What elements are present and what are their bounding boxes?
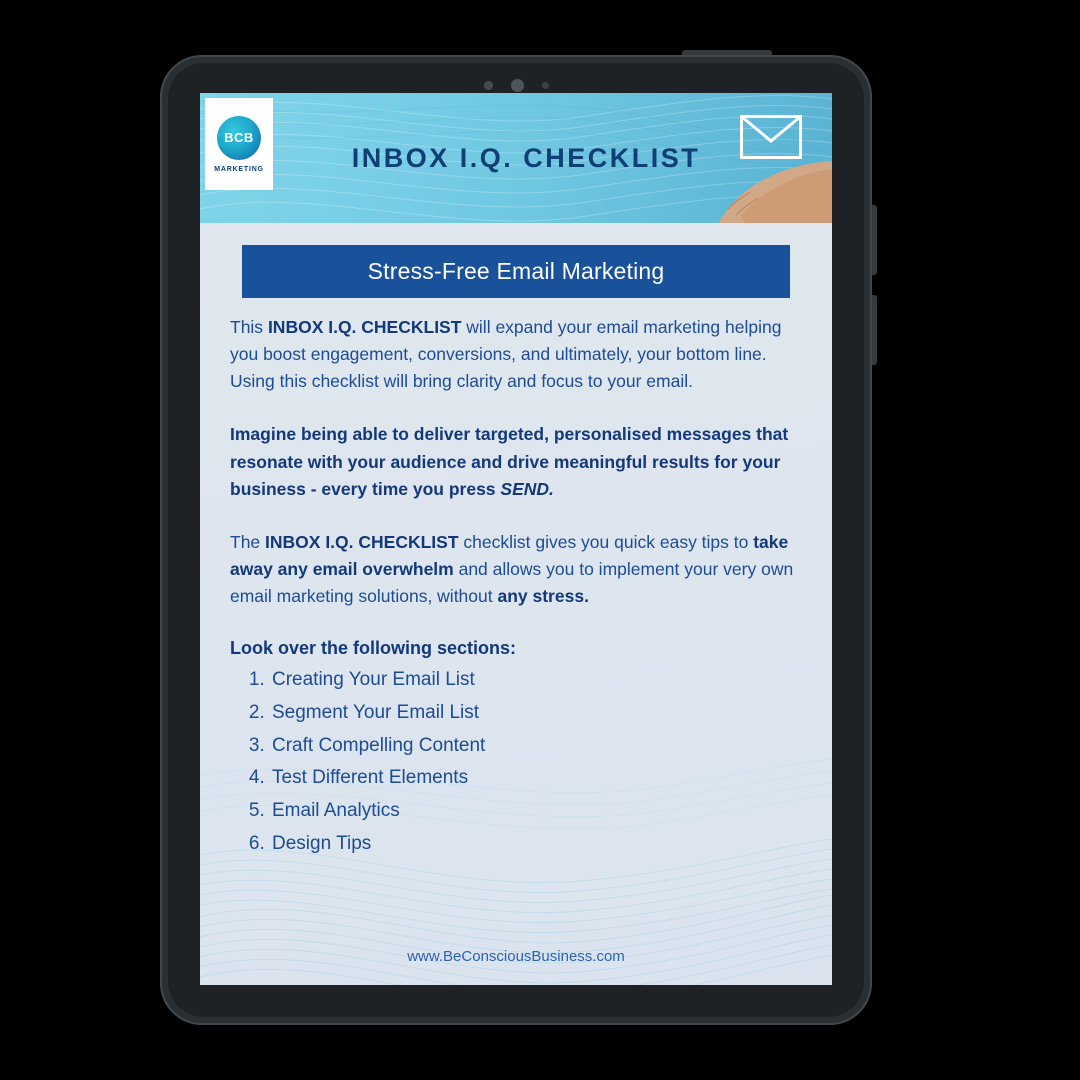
document-body [200,223,832,985]
paragraph-intro: This INBOX I.Q. CHECKLIST will expand your email marketing helping you boost engagement, conversions, and ultimately, your bottom line. Using this checklist will bring clarity and focus to your email. [230,317,782,392]
sections-heading: Look over the following sections: [230,638,517,659]
list-item: 3. Craft Compelling Content [270,734,802,758]
paragraph-tips: The INBOX I.Q. CHECKLIST checklist gives you quick easy tips to take away any email overwhelm and allows you to implement your very own email marketing solutions, without any stress. [230,531,794,606]
ambient-light-sensor-icon [542,82,549,89]
tablet-volume-down-button[interactable] [872,295,877,365]
list-item: 5. Email Analytics [270,799,802,823]
document-content [230,245,802,856]
list-item: 4. Test Different Elements [270,766,802,790]
logo-mark-icon: BCB [217,116,261,160]
footer-website-url[interactable]: www.BeConsciousBusiness.com [407,948,625,965]
sections-list [230,668,802,856]
tablet-volume-up-button[interactable] [872,205,877,275]
paragraph-imagine: Imagine being able to deliver targeted, personalised messages that resonate with your audience and drive meaningful results for your business - every time you press SEND. [230,424,789,499]
subtitle-banner: Stress-Free Email Marketing [242,245,790,298]
logo-subtext: MARKETING [214,165,264,173]
brand-logo [205,98,273,190]
tablet-device [160,55,872,1025]
list-item: 2. Segment Your Email List [270,701,802,725]
hand-illustration [662,155,832,223]
list-item: 6. Design Tips [270,832,802,856]
tablet-screen [200,93,832,985]
document-header [200,93,832,223]
list-item: 1. Creating Your Email List [270,668,802,692]
sensor-dot [484,81,493,90]
document-title: INBOX I.Q. CHECKLIST [351,142,701,173]
tablet-power-button[interactable] [682,50,772,55]
envelope-icon [740,115,802,159]
tablet-camera-row [160,75,872,95]
camera-lens-icon [511,79,524,92]
